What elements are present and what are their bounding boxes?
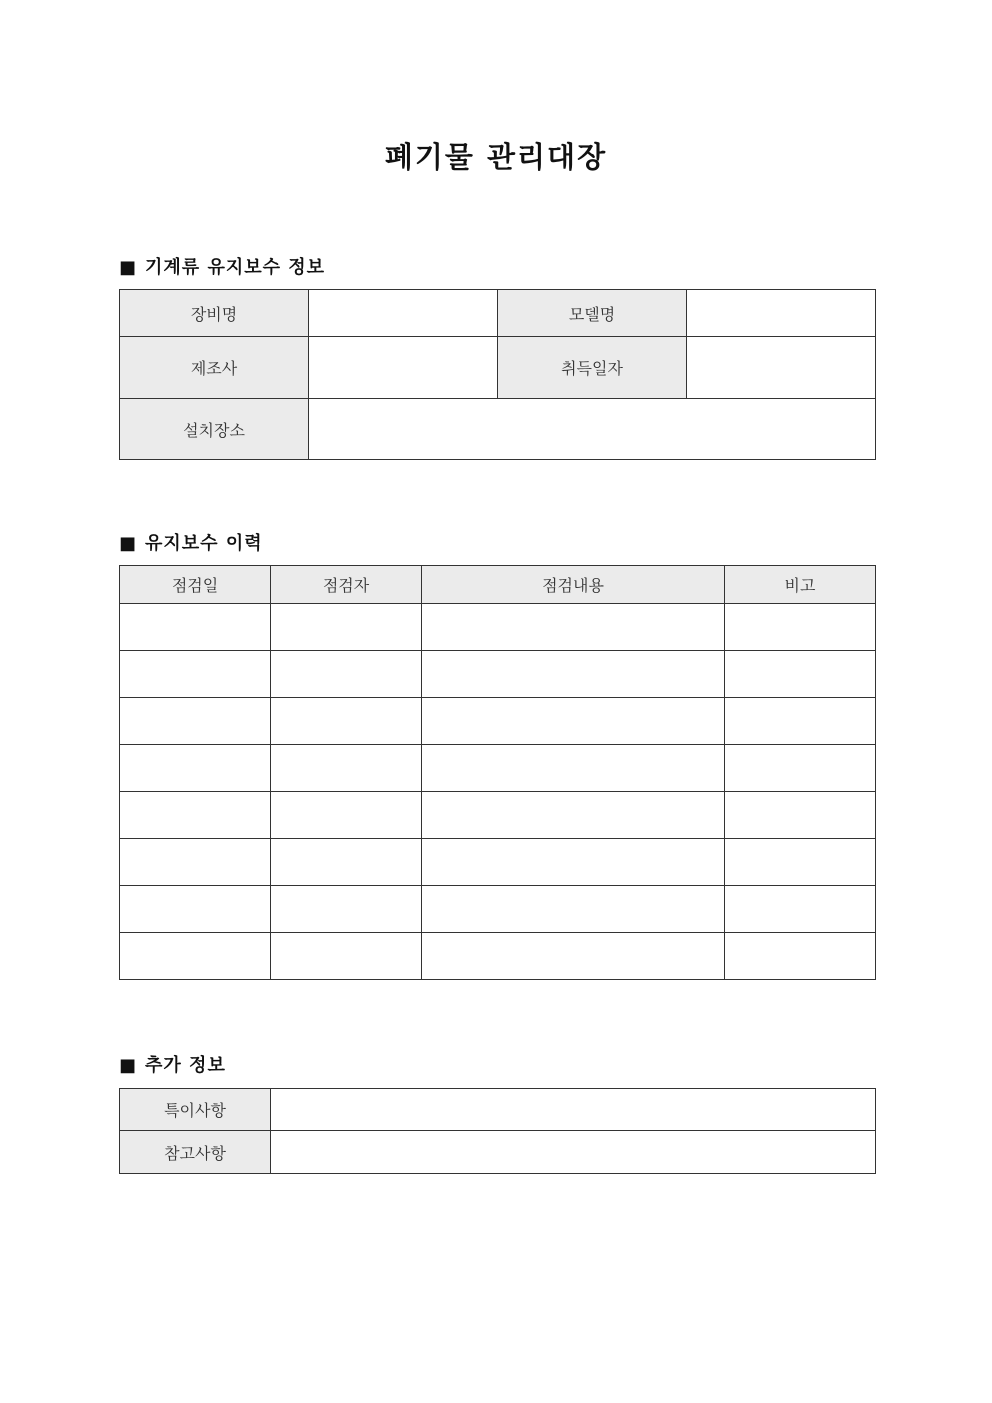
table-header-row xyxy=(120,566,876,604)
inspection-details-cell[interactable] xyxy=(422,886,725,933)
section-heading-history xyxy=(119,529,263,555)
column-header-inspection-details: 점검내용 xyxy=(422,566,725,604)
inspection-date-cell[interactable] xyxy=(120,698,271,745)
inspection-date-cell[interactable] xyxy=(120,933,271,980)
inspection-details-cell[interactable] xyxy=(422,651,725,698)
table-row xyxy=(120,886,876,933)
acquisition-date-label: 취득일자 xyxy=(498,337,687,399)
table-row xyxy=(120,933,876,980)
inspection-date-cell[interactable] xyxy=(120,792,271,839)
manufacturer-field[interactable] xyxy=(309,337,498,399)
inspection-details-cell[interactable] xyxy=(422,698,725,745)
table-row xyxy=(120,399,876,460)
install-location-field[interactable] xyxy=(309,399,876,460)
column-header-remarks: 비고 xyxy=(725,566,876,604)
inspector-cell[interactable] xyxy=(271,933,422,980)
table-row xyxy=(120,290,876,337)
inspector-cell[interactable] xyxy=(271,886,422,933)
additional-info-table xyxy=(119,1088,876,1174)
square-bullet-icon: ■ xyxy=(119,533,138,554)
inspection-details-cell[interactable] xyxy=(422,839,725,886)
section-heading-text: 기계류 유지보수 정보 xyxy=(145,257,326,278)
maintenance-history-table xyxy=(119,565,876,980)
remarks-cell[interactable] xyxy=(725,651,876,698)
column-header-inspector: 점검자 xyxy=(271,566,422,604)
section-heading-equipment xyxy=(119,253,325,279)
inspector-cell[interactable] xyxy=(271,745,422,792)
remarks-cell[interactable] xyxy=(725,839,876,886)
inspector-cell[interactable] xyxy=(271,698,422,745)
special-notes-label: 특이사항 xyxy=(120,1089,271,1131)
inspector-cell[interactable] xyxy=(271,604,422,651)
section-heading-text: 유지보수 이력 xyxy=(145,533,263,554)
page-title: 폐기물 관리대장 xyxy=(384,140,608,174)
equipment-name-label: 장비명 xyxy=(120,290,309,337)
remarks-cell[interactable] xyxy=(725,933,876,980)
square-bullet-icon: ■ xyxy=(119,1055,138,1076)
table-row xyxy=(120,698,876,745)
remarks-cell[interactable] xyxy=(725,604,876,651)
manufacturer-label: 제조사 xyxy=(120,337,309,399)
remarks-cell[interactable] xyxy=(725,886,876,933)
model-name-field[interactable] xyxy=(687,290,876,337)
inspection-date-cell[interactable] xyxy=(120,745,271,792)
inspection-date-cell[interactable] xyxy=(120,604,271,651)
column-header-inspection-date: 점검일 xyxy=(120,566,271,604)
equipment-info-table xyxy=(119,289,876,460)
inspector-cell[interactable] xyxy=(271,651,422,698)
inspection-details-cell[interactable] xyxy=(422,745,725,792)
reference-notes-label: 참고사항 xyxy=(120,1131,271,1174)
install-location-label: 설치장소 xyxy=(120,399,309,460)
table-row xyxy=(120,337,876,399)
table-row xyxy=(120,651,876,698)
inspection-details-cell[interactable] xyxy=(422,604,725,651)
table-row xyxy=(120,604,876,651)
reference-notes-field[interactable] xyxy=(271,1131,876,1174)
table-row xyxy=(120,792,876,839)
remarks-cell[interactable] xyxy=(725,745,876,792)
equipment-name-field[interactable] xyxy=(309,290,498,337)
inspector-cell[interactable] xyxy=(271,792,422,839)
section-heading-additional xyxy=(119,1051,226,1077)
remarks-cell[interactable] xyxy=(725,792,876,839)
table-row xyxy=(120,745,876,792)
inspector-cell[interactable] xyxy=(271,839,422,886)
inspection-details-cell[interactable] xyxy=(422,933,725,980)
square-bullet-icon: ■ xyxy=(119,257,138,278)
table-row xyxy=(120,839,876,886)
inspection-details-cell[interactable] xyxy=(422,792,725,839)
table-row xyxy=(120,1089,876,1131)
remarks-cell[interactable] xyxy=(725,698,876,745)
acquisition-date-field[interactable] xyxy=(687,337,876,399)
inspection-date-cell[interactable] xyxy=(120,839,271,886)
model-name-label: 모델명 xyxy=(498,290,687,337)
table-row xyxy=(120,1131,876,1174)
section-heading-text: 추가 정보 xyxy=(145,1055,226,1076)
inspection-date-cell[interactable] xyxy=(120,651,271,698)
special-notes-field[interactable] xyxy=(271,1089,876,1131)
inspection-date-cell[interactable] xyxy=(120,886,271,933)
